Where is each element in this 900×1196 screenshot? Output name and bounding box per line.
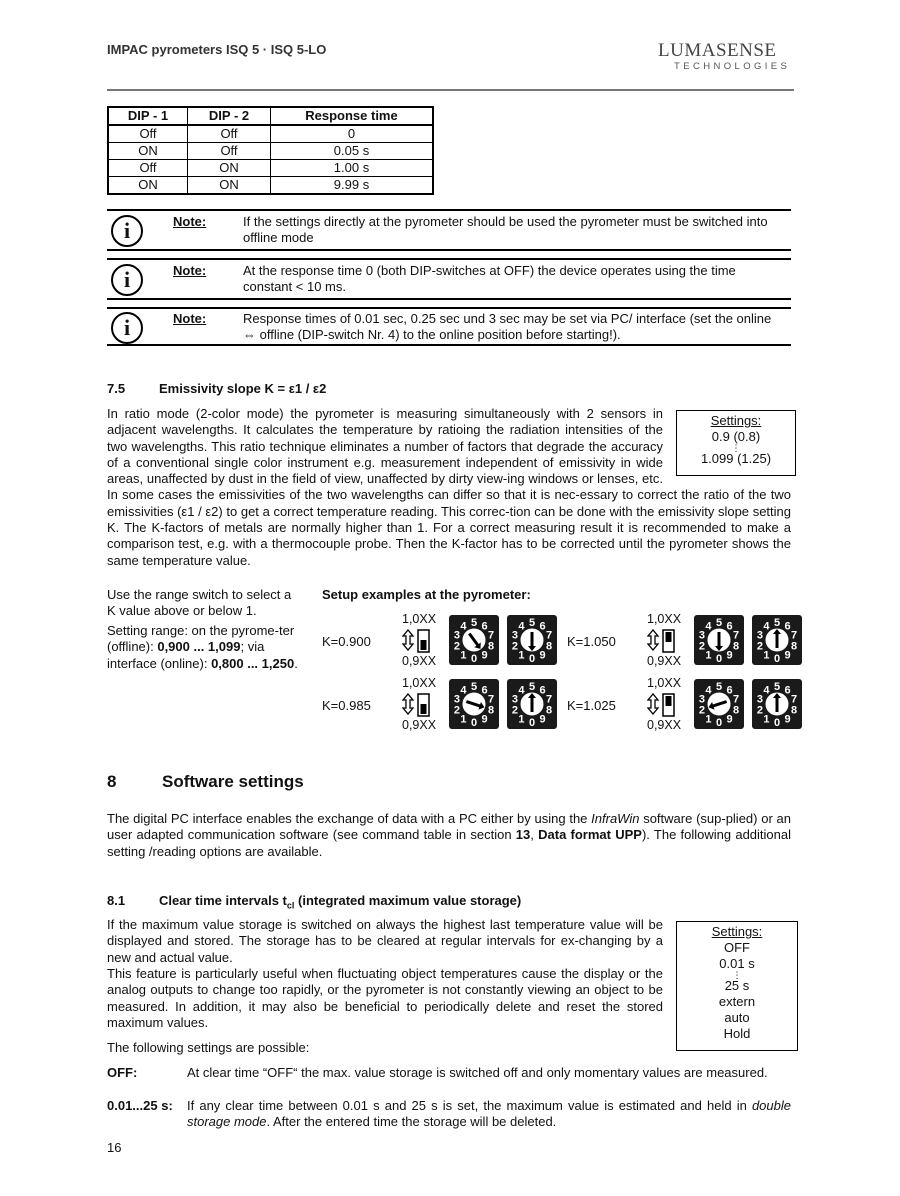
dial-digit: 3: [511, 693, 518, 706]
dial-digit: 7: [546, 629, 553, 642]
table-cell: Off: [108, 125, 188, 143]
definition-text-part: If any clear time between 0.01 s and 25 s is set, the maximum value is estimated and held in: [187, 1098, 752, 1113]
setup-examples-heading: Setup examples at the pyrometer:: [322, 587, 531, 602]
dial-digit: 3: [756, 629, 763, 642]
dial-digit: 5: [715, 681, 723, 693]
table-cell: ON: [188, 160, 271, 177]
dial-digit: 6: [539, 684, 546, 697]
table-header-cell: Response time: [271, 107, 434, 125]
dial-digit: 0: [528, 717, 536, 729]
setting-range-end: .: [294, 655, 298, 671]
dial-digit: 9: [539, 649, 546, 662]
dial-digit: 9: [481, 713, 488, 726]
document-header-title: IMPAC pyrometers ISQ 5 · ISQ 5-LO: [107, 42, 327, 57]
definition-text: [187, 1065, 791, 1081]
rotary-dial-1: [449, 615, 499, 665]
dial-digit: 4: [705, 620, 712, 633]
clear-time-para3: The following settings are possible:: [107, 1040, 310, 1055]
dial-digit: 0: [773, 717, 781, 729]
range-switch-bottom-label: 0,9XX: [402, 654, 437, 668]
setting-range-mid: ; via interface (online):: [107, 639, 265, 671]
dial-digit: 8: [488, 704, 495, 717]
range-slide-switch: [418, 694, 429, 716]
dial-digit: 7: [733, 629, 740, 642]
dial-digit: 4: [518, 620, 525, 633]
section-ref: 13: [515, 827, 531, 843]
dial-digit: 8: [791, 640, 798, 653]
para-text: ,: [530, 827, 539, 843]
range-slide-switch: [663, 694, 674, 716]
dial-digit: 6: [784, 684, 791, 697]
dial-digit: 1: [460, 649, 467, 662]
updown-arrow-icon: [648, 694, 658, 714]
info-icon: i: [111, 264, 143, 296]
note-box: [107, 209, 791, 251]
table-header-cell: DIP - 1: [108, 107, 188, 125]
dial-digit: 6: [726, 620, 733, 633]
updown-arrow-icon: [403, 630, 413, 650]
dial-digit: 8: [546, 640, 553, 653]
dial-digit: 4: [518, 684, 525, 697]
table-cell: Off: [108, 160, 188, 177]
note-label: Note:: [173, 214, 207, 229]
table-cell: 0: [271, 125, 434, 143]
dial-digit: 1: [763, 649, 770, 662]
software-paragraph: [107, 811, 791, 860]
infrawin-text: InfraWin: [591, 811, 640, 826]
table-cell: 0.05 s: [271, 143, 434, 160]
settings-value: 0.9 (0.8): [711, 429, 761, 444]
dial-digit: 4: [460, 620, 467, 633]
clear-time-para1: If the maximum value storage is switched on always the highest last temperature value will be displayed and stored. The storage has to be cleared at regular intervals for ex-changing by a new and actual value.: [107, 917, 663, 965]
dial-digit: 0: [528, 653, 536, 665]
rotary-dial-2: [507, 679, 557, 729]
title-subscript: cl: [286, 900, 295, 911]
dial-digit: 9: [784, 649, 791, 662]
range-switch-top-label: 1,0XX: [647, 612, 682, 626]
note-label: Note:: [173, 263, 207, 278]
section-8-heading: [107, 772, 304, 792]
dial-digit: 3: [756, 693, 763, 706]
k-value-label: K=1.050: [567, 634, 616, 649]
dial-digit: 7: [546, 693, 553, 706]
dial-digit: 3: [511, 629, 518, 642]
table-header-cell: DIP - 2: [188, 107, 271, 125]
note-box: [107, 307, 791, 346]
settings-heading: Settings:: [710, 413, 762, 428]
slide-switch-knob: [421, 704, 427, 714]
dial-digit: 2: [698, 704, 705, 717]
dial-digit: 4: [763, 620, 770, 633]
dial-digit: 5: [528, 681, 536, 693]
k-value-label: K=1.025: [567, 698, 616, 713]
dial-digit: 6: [726, 684, 733, 697]
table-cell: Off: [188, 143, 271, 160]
dial-digit: 6: [539, 620, 546, 633]
response-time-table: [107, 106, 434, 195]
dial-digit: 2: [453, 640, 460, 653]
dial-digit: 8: [488, 640, 495, 653]
section-7-5-heading: [107, 381, 326, 396]
table-cell: 9.99 s: [271, 177, 434, 195]
para-text: ). The following additional setting /reading options are available.: [107, 827, 791, 859]
emissivity-paragraph-text: In ratio mode (2-color mode) the pyrometer is measuring simultaneously with 2 sensors in adjacent wavelengths. It calculates the temperature by ratioing the radiation intensities of the two wavelengths. This ratio technique eliminates a number of factors that degrade the accuracy of a conventional single color instrument e.g. measurement independent of emissivity in wide areas, unaffected by dust in the field of view, unaffected by dirty view-ing windows or lenses, etc. In some cases the emissivities of the two wavelengths can differ so that it is nec-essary to correct the ratio of the two emissivities (ε1 / ε2) to get a correct temperature reading. This correc-tion can be done with the emissivity slope setting K. The K-factors of metals are normally higher than 1. For a correct measuring result it is recommended to make a comparison test, e.g. with a thermocouple probe. Then the K-factor has to be corrected until the pyrometer shows the same temperature value.: [107, 406, 791, 568]
settings-value: 1.099 (1.25): [700, 451, 772, 466]
rotary-dial-1: [694, 679, 744, 729]
rotary-dial-2: [752, 679, 802, 729]
dial-digit: 7: [488, 629, 495, 642]
updown-arrow-icon: [648, 630, 658, 650]
dial-digit: 9: [784, 713, 791, 726]
dial-digit: 2: [511, 704, 518, 717]
dial-digit: 9: [539, 713, 546, 726]
table-cell: ON: [188, 177, 271, 195]
setting-range-text: [107, 623, 302, 672]
table-row: [108, 125, 433, 143]
dial-digit: 8: [733, 704, 740, 717]
clear-time-para2: This feature is particularly useful when fluctuating object temperatures cause the display or the analog outputs to change too rapidly, or the pyrometer is not constantly viewing an object to be measured. In addition, it may also be beneficial to periodically delete and reset the stored maximum values.: [107, 966, 663, 1030]
dial-digit: 5: [773, 617, 781, 629]
range-switch-top-label: 1,0XX: [402, 612, 437, 626]
dial-digit: 9: [726, 649, 733, 662]
dial-digit: 1: [705, 649, 712, 662]
section-title-post: (integrated maximum value storage): [294, 893, 522, 908]
dial-digit: 7: [791, 693, 798, 706]
slide-switch-knob: [666, 696, 672, 706]
dial-digit: 4: [763, 684, 770, 697]
setting-range-offline: 0,900 ... 1,099: [157, 639, 241, 655]
setting-range-pre: Setting range: on the pyrome-ter (offline):: [107, 623, 295, 655]
dial-digit: 2: [511, 640, 518, 653]
dial-digit: 5: [470, 681, 478, 693]
dial-digit: 1: [518, 649, 525, 662]
table-row: [108, 160, 433, 177]
updown-arrow-icon: [403, 694, 413, 714]
page-number: 16: [107, 1140, 122, 1155]
dial-digit: 7: [791, 629, 798, 642]
dial-digit: 6: [784, 620, 791, 633]
dial-digit: 7: [488, 693, 495, 706]
dial-digit: 3: [453, 629, 460, 642]
clear-time-settings-box: [676, 921, 798, 1051]
definition-text: [187, 1098, 791, 1130]
dial-digit: 0: [715, 717, 723, 729]
section-title: Emissivity slope K = ε1 / ε2: [159, 381, 327, 396]
range-switch-bottom-label: 0,9XX: [647, 654, 682, 668]
info-icon: i: [111, 215, 143, 247]
table-cell: ON: [108, 143, 188, 160]
table-row: [108, 177, 433, 195]
dial-digit: 5: [715, 617, 723, 629]
dial-digit: 3: [698, 693, 705, 706]
dial-digit: 0: [715, 653, 723, 665]
definition-text-part: At clear time “OFF“ the max. value storage is switched off and only momentary values are measured.: [187, 1065, 768, 1080]
range-switch-top-label: 1,0XX: [647, 676, 682, 690]
header-divider: [107, 89, 794, 91]
definition-term: 0.01...25 s:: [107, 1098, 173, 1113]
note-label: Note:: [173, 311, 207, 326]
dial-digit: 2: [698, 640, 705, 653]
settings-value: Hold: [723, 1026, 751, 1041]
section-number: 7.5: [107, 381, 126, 396]
para-text: software (sup-plied) or an user adapted communication software (see command table in section: [107, 811, 791, 843]
dial-digit: 3: [698, 629, 705, 642]
slide-switch-knob: [666, 632, 672, 642]
dial-digit: 8: [791, 704, 798, 717]
settings-ellipsis: ⋮: [732, 970, 742, 980]
table-cell: Off: [188, 125, 271, 143]
dial-digit: 9: [481, 649, 488, 662]
dial-digit: 0: [470, 717, 478, 729]
k-value-label: K=0.900: [322, 634, 371, 649]
section-8-1-heading: [107, 893, 521, 911]
info-icon: i: [111, 312, 143, 344]
table-header-row: [108, 107, 433, 125]
dial-digit: 4: [460, 684, 467, 697]
dial-digit: 2: [453, 704, 460, 717]
section-title: Software settings: [162, 772, 304, 791]
dial-digit: 5: [470, 617, 478, 629]
table-row: [108, 143, 433, 160]
table-cell: ON: [108, 177, 188, 195]
range-slide-switch: [663, 630, 674, 652]
switch-graphic: [647, 610, 847, 670]
dial-digit: 1: [763, 713, 770, 726]
k-value-label: K=0.985: [322, 698, 371, 713]
logo-sub-text: TECHNOLOGIES: [674, 61, 791, 72]
dial-digit: 8: [546, 704, 553, 717]
settings-value: 0.01 s: [719, 956, 755, 971]
dial-digit: 1: [518, 713, 525, 726]
switch-graphic: [647, 674, 847, 734]
dial-digit: 0: [773, 653, 781, 665]
dial-digit: 6: [481, 684, 488, 697]
dial-digit: 6: [481, 620, 488, 633]
dial-digit: 7: [733, 693, 740, 706]
rotary-dial-1: [694, 615, 744, 665]
dial-digit: 3: [453, 693, 460, 706]
section-number: 8.1: [107, 893, 126, 908]
note-text: At the response time 0 (both DIP-switches at OFF) the device operates using the time constant < 10 ms.: [243, 263, 736, 294]
table-cell: 1.00 s: [271, 160, 434, 177]
range-text: Use the range switch to select a K value above or below 1.: [107, 587, 292, 619]
rotary-dial-1: [449, 679, 499, 729]
section-number: 8: [107, 772, 117, 791]
logo-main-text: LUMASENSE: [658, 40, 777, 61]
dial-digit: 9: [726, 713, 733, 726]
dial-digit: 5: [773, 681, 781, 693]
settings-heading: Settings:: [711, 924, 763, 939]
settings-value: OFF: [724, 940, 750, 955]
dial-digit: 2: [756, 704, 763, 717]
dial-digit: 1: [705, 713, 712, 726]
dial-digit: 0: [470, 653, 478, 665]
settings-value: extern: [718, 994, 756, 1009]
rotary-dial-2: [507, 615, 557, 665]
settings-value: auto: [724, 1010, 750, 1025]
dial-digit: 4: [705, 684, 712, 697]
definition-text-part: . After the entered time the storage will be deleted.: [266, 1114, 557, 1129]
range-switch-bottom-label: 0,9XX: [647, 718, 682, 732]
range-switch-top-label: 1,0XX: [402, 676, 437, 690]
rotary-dial-2: [752, 615, 802, 665]
dial-digit: 1: [460, 713, 467, 726]
setting-range-online: 0,800 ... 1,250: [211, 655, 295, 671]
note-text: If the settings directly at the pyrometer should be used the pyrometer must be switched into offline mode: [243, 214, 768, 245]
settings-ellipsis: ⋮: [731, 443, 741, 453]
section-title: Clear time intervals t: [159, 893, 287, 908]
dial-digit: 2: [756, 640, 763, 653]
para-text: The digital PC interface enables the exchange of data with a PC either by using the: [107, 811, 592, 826]
slide-switch-knob: [421, 640, 427, 650]
settings-value: 25 s: [724, 978, 750, 993]
range-slide-switch: [418, 630, 429, 652]
definition-term: OFF:: [107, 1065, 138, 1080]
data-format-ref: Data format UPP: [538, 827, 642, 843]
definition-italic: double storage mode: [187, 1098, 791, 1129]
lumasense-logo: [658, 40, 798, 72]
note-text: Response times of 0.01 sec, 0.25 sec und 3 sec may be set via PC/ interface (set the online ⇔ offline (DIP-switch Nr. 4) to the online position before starting!).: [243, 311, 772, 342]
range-switch-bottom-label: 0,9XX: [402, 718, 437, 732]
note-box: [107, 258, 791, 300]
dial-digit: 8: [733, 640, 740, 653]
dial-digit: 5: [528, 617, 536, 629]
emissivity-settings-box: [676, 410, 796, 476]
